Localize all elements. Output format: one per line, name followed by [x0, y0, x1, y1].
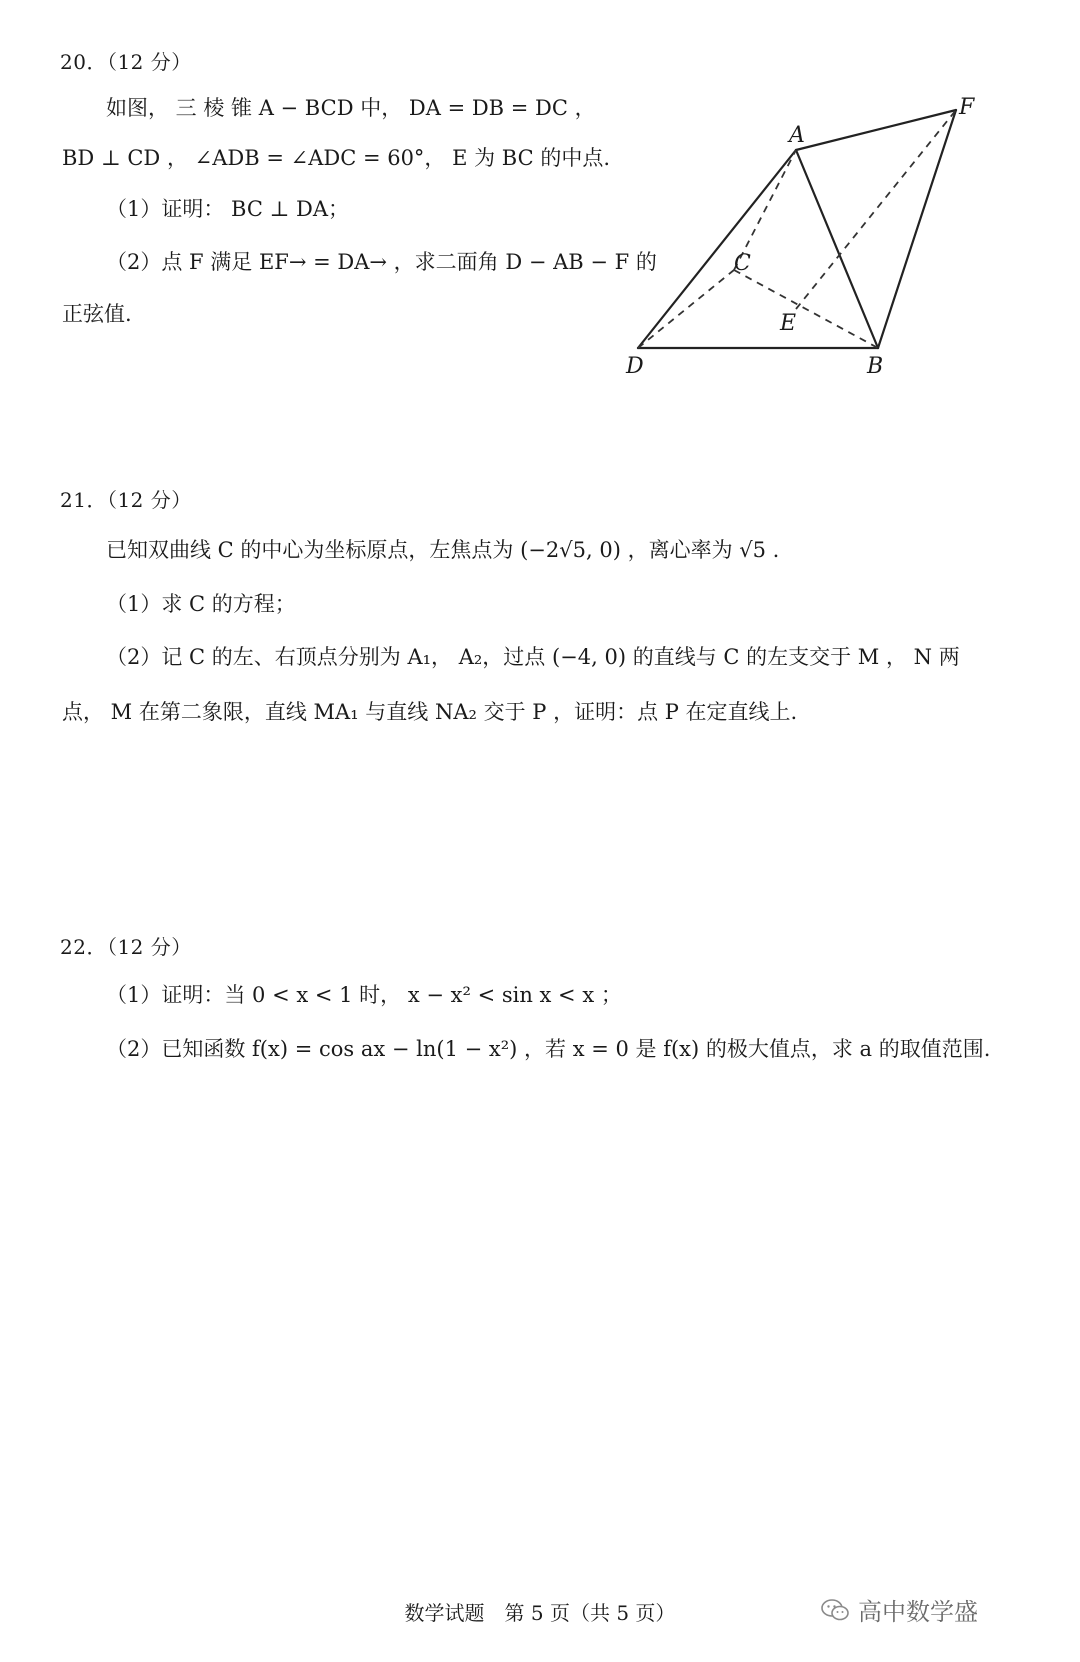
- watermark: [820, 1592, 978, 1627]
- edge-AB: [796, 150, 878, 348]
- tetrahedron-figure: [626, 90, 1040, 400]
- label-F: F: [959, 95, 975, 120]
- label-B: B: [867, 354, 884, 379]
- edge-FB: [878, 110, 956, 348]
- q20-text-line1: 如图， 三 棱 锥 A − BCD 中， DA = DB = DC ，: [106, 96, 596, 120]
- q20-part2-cont: 正弦值.: [62, 302, 132, 326]
- q21-text-line1: 已知双曲线 C 的中心为坐标原点，左焦点为 (−2√5, 0) ，离心率为 √5 .: [106, 538, 780, 562]
- q20-part1: （1）证明： BC ⊥ DA；: [106, 197, 350, 221]
- edge-AF: [796, 110, 956, 150]
- label-A: A: [789, 123, 805, 148]
- q22-heading: 22．（12 分）: [60, 935, 192, 959]
- q20-heading: 20．（12 分）: [60, 50, 192, 74]
- edge-DC: [638, 270, 734, 348]
- q21-part2: （2）记 C 的左、右顶点分别为 A₁， A₂，过点 (−4, 0) 的直线与 C 的左支交于 M ， N 两: [106, 645, 960, 669]
- label-C: C: [734, 251, 751, 276]
- watermark-text: 高中数学盛: [858, 1598, 978, 1626]
- label-E: E: [780, 311, 797, 336]
- label-D: D: [626, 354, 644, 379]
- wechat-icon: [820, 1598, 850, 1622]
- page-footer: 数学试题 第 5 页（共 5 页）: [404, 1601, 676, 1625]
- q21-heading: 21．（12 分）: [60, 488, 192, 512]
- q22-part1: （1）证明：当 0 < x < 1 时， x − x² < sin x < x ；: [106, 983, 622, 1007]
- q20-part2: （2）点 F 满足 EF→ = DA→ ，求二面角 D − AB − F 的: [106, 250, 657, 274]
- edge-CB: [734, 270, 878, 348]
- edge-DA: [638, 150, 796, 348]
- q20-text-line2: BD ⊥ CD ， ∠ADB = ∠ADC = 60°， E 为 BC 的中点.: [62, 146, 611, 170]
- q21-part1: （1）求 C 的方程；: [106, 592, 296, 616]
- q22-part2: （2）已知函数 f(x) = cos ax − ln(1 − x²) ，若 x = 0 是 f(x) 的极大值点，求 a 的取值范围.: [106, 1037, 991, 1061]
- q21-part2-cont: 点， M 在第二象限，直线 MA₁ 与直线 NA₂ 交于 P ，证明：点 P 在定直线上.: [62, 700, 798, 724]
